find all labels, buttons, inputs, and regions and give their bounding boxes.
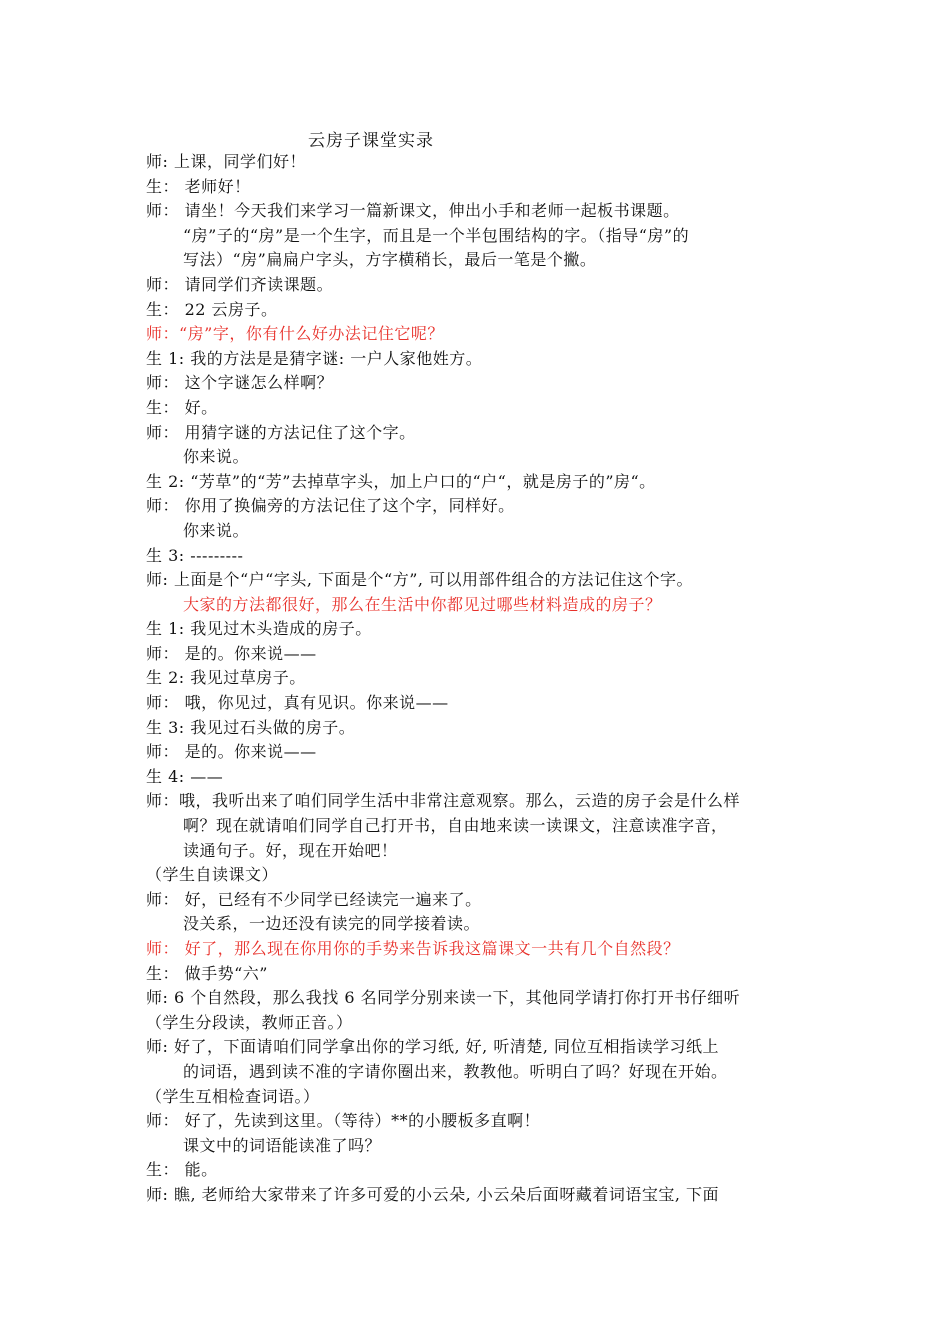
transcript-line: 你来说。: [183, 520, 250, 540]
transcript-line: 生： 老师好！: [146, 176, 251, 196]
transcript-line: 的词语，遇到读不准的字请你圈出来，教教他。听明白了吗？好现在开始。: [183, 1061, 728, 1081]
transcript-line: 生 2: “芳草”的“芳”去掉草字头，加上户口的“户“，就是房子的”房“。: [146, 471, 656, 491]
transcript-line: 生 3: ---------: [146, 545, 244, 565]
transcript-line: 生 1: 我见过木头造成的房子。: [146, 619, 372, 639]
transcript-line: 生： 能。: [146, 1160, 218, 1180]
transcript-line: 生 1: 我的方法是是猜字谜: 一户人家他姓方。: [146, 348, 483, 368]
transcript-line: 师： 好，已经有不少同学已经读完一遍来了。: [146, 889, 482, 909]
transcript-line: （学生互相检查词语。）: [146, 1086, 320, 1106]
transcript-line: 师： 哦，你见过，真有见识。你来说——: [146, 693, 449, 713]
transcript-line: （学生自读课文）: [146, 865, 279, 885]
transcript-line: 生 2: 我见过草房子。: [146, 668, 306, 688]
transcript-line: 大家的方法都很好，那么在生活中你都见过哪些材料造成的房子？: [183, 594, 662, 614]
transcript-line: 写法）“房”扁扁户字头，方字横稍长，最后一笔是个撇。: [183, 250, 597, 270]
transcript-line: 生： 做手势“六”: [146, 963, 268, 983]
transcript-line: 师：“房”字，你有什么好办法记住它呢？: [146, 324, 444, 344]
transcript-line: 生： 好。: [146, 397, 218, 417]
transcript-line: 课文中的词语能读准了吗？: [183, 1135, 382, 1155]
transcript-line: （学生分段读，教师正音。）: [146, 1012, 353, 1032]
transcript-line: 读通句子。好，现在开始吧！: [183, 840, 398, 860]
transcript-line: 生 4: ——: [146, 766, 224, 786]
transcript-line: 没关系，一边还没有读完的同学接着读。: [183, 914, 481, 934]
transcript-line: 啊？现在就请咱们同学自己打开书，自由地来读一读课文，注意读准字音，: [183, 816, 728, 836]
transcript-line: 师： 请坐！今天我们来学习一篇新课文，伸出小手和老师一起板书课题。: [146, 201, 680, 221]
transcript-line: 生： 22 云房子。: [146, 299, 278, 319]
transcript-line: “房”子的“房”是一个生字，而且是一个半包围结构的字。（指导“房”的: [183, 225, 690, 245]
transcript-line: 师： 是的。你来说——: [146, 742, 317, 762]
transcript-line: 师: 上课，同学们好！: [146, 152, 306, 171]
transcript-line: 生 3: 我见过石头做的房子。: [146, 717, 356, 737]
transcript-line: 师：哦，我听出来了咱们同学生活中非常注意观察。那么，云造的房子会是什么样: [146, 791, 741, 811]
transcript-line: 师： 这个字谜怎么样啊？: [146, 373, 334, 393]
transcript-body: [146, 150, 816, 1208]
transcript-line: 你来说。: [183, 447, 250, 467]
transcript-line: 师: 6 个自然段，那么我找 6 名同学分别来读一下，其他同学请打你打开书仔细听: [146, 988, 741, 1008]
transcript-line: 师: 好了，下面请咱们同学拿出你的学习纸, 好, 听清楚, 同位互相指读学习纸上: [146, 1037, 719, 1057]
transcript-line: 师: 瞧, 老师给大家带来了许多可爱的小云朵, 小云朵后面呀藏着词语宝宝, 下面: [146, 1184, 719, 1204]
transcript-line: 师： 请同学们齐读课题。: [146, 274, 334, 294]
transcript-line: 师： 好了，先读到这里。（等待）**的小腰板多直啊！: [146, 1111, 541, 1131]
transcript-line: 师： 是的。你来说——: [146, 643, 317, 663]
transcript-line: 师： 好了，那么现在你用你的手势来告诉我这篇课文一共有几个自然段？: [146, 939, 680, 958]
transcript-line: 师: 上面是个“户“字头, 下面是个“方”, 可以用部件组合的方法记住这个字。: [146, 570, 694, 590]
document-title: 云房子课堂实录: [308, 131, 434, 151]
transcript-line: 师： 用猜字谜的方法记住了这个字。: [146, 422, 416, 442]
transcript-line: 师： 你用了换偏旁的方法记住了这个字，同样好。: [146, 496, 515, 516]
